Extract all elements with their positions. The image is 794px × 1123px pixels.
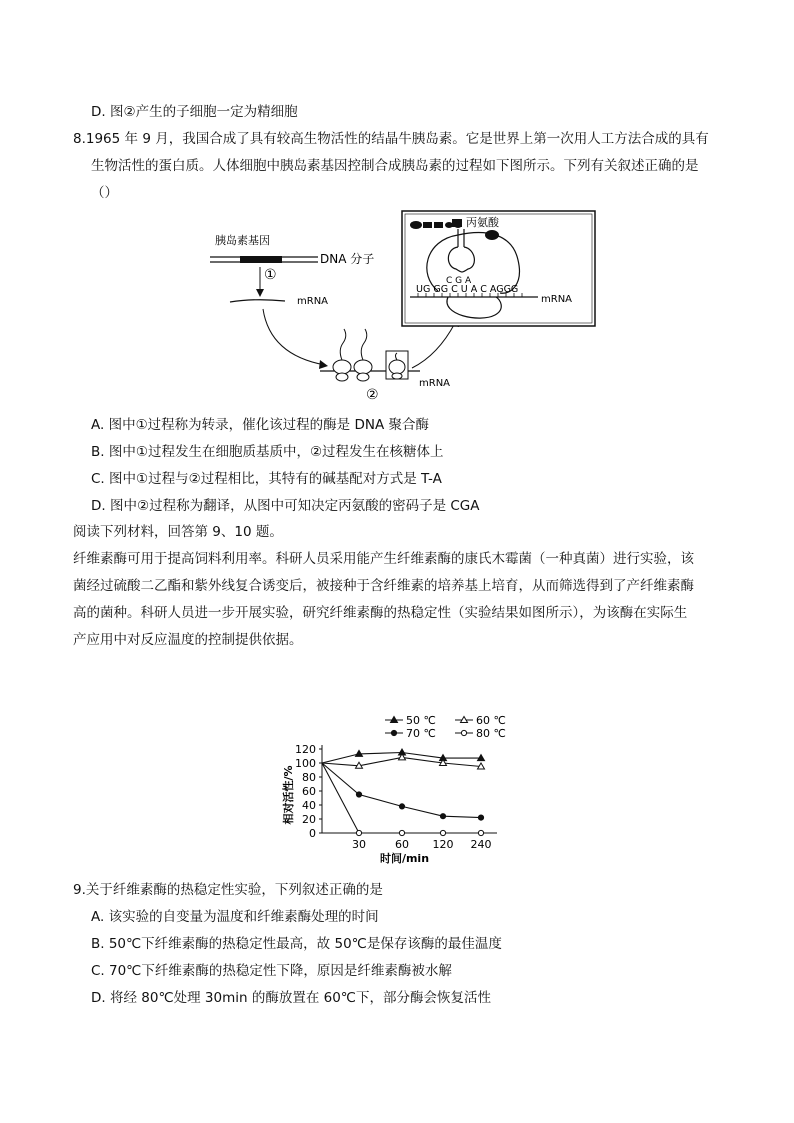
q8-option-a: A. 图中①过程称为转录，催化该过程的酶是 DNA 聚合酶 (91, 417, 429, 433)
x-tick-label: 120 (432, 838, 454, 851)
q9-option-a: A. 该实验的自变量为温度和纤维素酶处理的时间 (91, 909, 379, 925)
question-8-stem-line-3: （） (91, 185, 118, 201)
y-axis-label: 相对活性/% (282, 765, 295, 825)
mrna-label-3: mRNA (541, 294, 573, 305)
legend-label: 60 ℃ (476, 714, 506, 727)
q7-option-d: D. 图②产生的子细胞一定为精细胞 (91, 104, 298, 120)
data-point (391, 730, 396, 735)
question-9-stem: 9.关于纤维素酶的热稳定性实验，下列叙述正确的是 (73, 882, 383, 898)
mrna-label-1: mRNA (297, 296, 329, 307)
gene-expression-diagram (200, 205, 600, 400)
dna-label: DNA 分子 (320, 252, 375, 266)
q9-option-c: C. 70℃下纤维素酶的热稳定性下降，原因是纤维素酶被水解 (91, 963, 452, 979)
legend-label: 80 ℃ (476, 727, 506, 740)
material-paragraph-line-1: 纤维素酶可用于提高饲料利用率。科研人员采用能产生纤维素酶的康氏木霉菌（一种真菌）进行实验，该 (73, 551, 694, 567)
anticodon-label: C G A (446, 276, 472, 286)
gene-label: 胰岛素基因 (215, 234, 270, 247)
data-point (461, 730, 466, 735)
y-tick-label: 60 (302, 785, 316, 798)
step-2-label: ② (366, 387, 379, 400)
material-paragraph-line-2: 菌经过硫酸二乙酯和紫外线复合诱变后，被接种于含纤维素的培养基上培育，从而筛选得到了产纤维素酶 (73, 578, 694, 594)
step-1-label: ① (264, 267, 277, 283)
x-tick-label: 240 (470, 838, 492, 851)
material-paragraph-line-4: 产应用中对反应温度的控制提供依据。 (73, 632, 303, 648)
mrna-sequence: UG GG C U A C AGGG (416, 284, 519, 295)
q9-option-b: B. 50℃下纤维素酶的热稳定性最高，故 50℃是保存该酶的最佳温度 (91, 936, 502, 952)
data-point (356, 792, 361, 797)
x-tick-label: 60 (395, 838, 409, 851)
y-tick-label: 40 (302, 799, 316, 812)
chart-marks (322, 749, 485, 836)
y-tick-label: 100 (295, 757, 316, 770)
y-tick-label: 0 (309, 827, 316, 840)
alanine-label: 丙氨酸 (466, 216, 499, 229)
material-paragraph-line-3: 高的菌种。科研人员进一步开展实验，研究纤维素酶的热稳定性（实验结果如图所示），为该酶在实际生 (73, 605, 688, 621)
data-point (478, 830, 483, 835)
chart-axes (281, 743, 497, 865)
mrna-label-2: mRNA (419, 378, 451, 389)
y-tick-label: 120 (295, 743, 316, 756)
data-point (440, 814, 445, 819)
chart-legend (385, 714, 506, 740)
q8-option-d: D. 图中②过程称为翻译，从图中可知决定丙氨酸的密码子是 CGA (91, 498, 480, 514)
ribosome (354, 360, 372, 374)
legend-label: 50 ℃ (406, 714, 436, 727)
y-tick-label: 20 (302, 813, 316, 826)
enzyme-thermal-stability-chart (265, 712, 525, 868)
data-point (478, 815, 483, 820)
data-point (356, 830, 361, 835)
q8-option-c: C. 图中①过程与②过程相比，其特有的碱基配对方式是 T-A (91, 471, 442, 487)
series-line (322, 763, 481, 833)
free-amino-acid (485, 230, 499, 240)
y-tick-label: 80 (302, 771, 316, 784)
data-point (440, 830, 445, 835)
x-tick-label: 30 (352, 838, 366, 851)
legend-label: 70 ℃ (406, 727, 436, 740)
mrna-strand-1 (230, 300, 285, 302)
x-axis-label: 时间/min (379, 852, 430, 865)
question-8-stem-line-2: 生物活性的蛋白质。人体细胞中胰岛素基因控制合成胰岛素的过程如下图所示。下列有关叙述正确的是 (91, 158, 699, 174)
q8-option-b: B. 图中①过程发生在细胞质基质中，②过程发生在核糖体上 (91, 444, 444, 460)
question-8-stem-line-1: 8.1965 年 9 月，我国合成了具有较高生物活性的结晶牛胰岛素。它是世界上第一次用人工方法合成的具有 (73, 131, 709, 147)
data-point (399, 830, 404, 835)
data-point (399, 804, 404, 809)
q9-option-d: D. 将经 80℃处理 30min 的酶放置在 60℃下，部分酶会恢复活性 (91, 990, 491, 1006)
ribosome (333, 360, 351, 374)
material-intro: 阅读下列材料，回答第 9、10 题。 (73, 524, 283, 540)
insulin-gene-segment (240, 256, 282, 263)
